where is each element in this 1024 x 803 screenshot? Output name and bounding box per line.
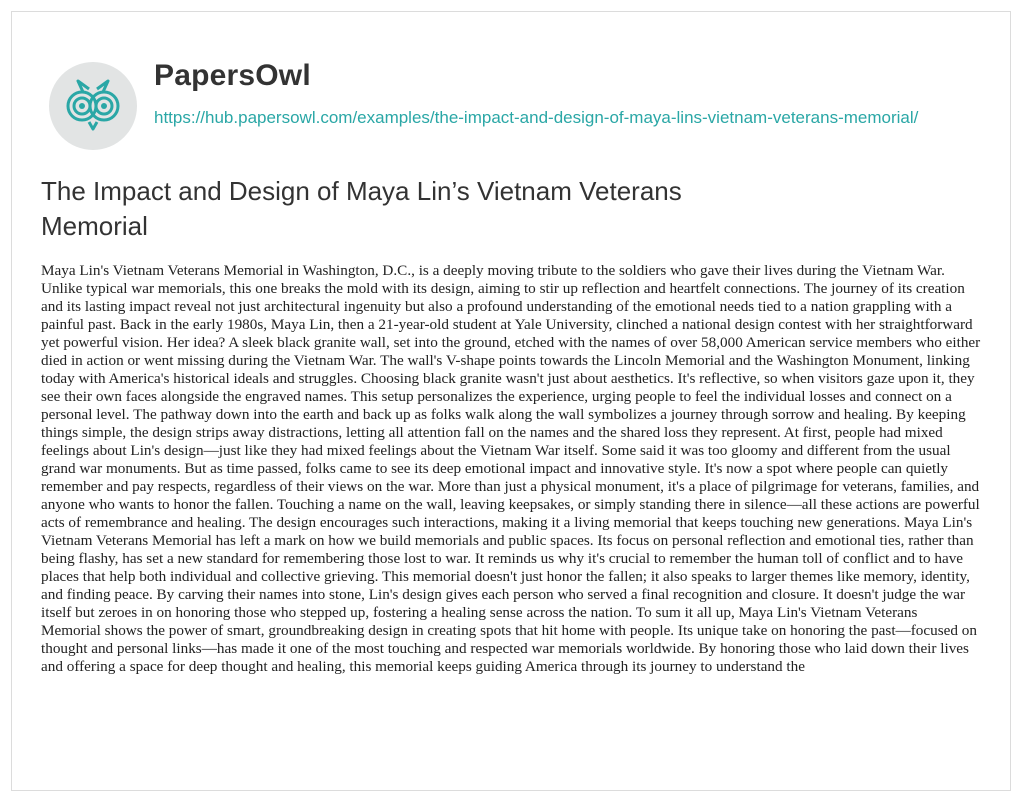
source-url-link[interactable]: https://hub.papersowl.com/examples/the-impact-and-design-of-maya-lins-vietnam-veterans-memorial/ (154, 108, 919, 127)
owl-logo-icon (49, 62, 137, 150)
brand-name: PapersOwl (154, 59, 311, 92)
document-body: Maya Lin's Vietnam Veterans Memorial in Washington, D.C., is a deeply moving tribute to the soldiers who gave their lives during the Vietnam War. Unlike typical war memorials, this one breaks the mold with its design, aiming to stir up reflection and heartfelt connections. The journey of its creation and its lasting impact reveal not just architectural ingenuity but also a profound understanding of the emotional needs tied to a nation grappling with a painful past. Back in the early 1980s, Maya Lin, then a 21-year-old student at Yale University, clinched a national design contest with her straightforward yet powerful vision. Her idea? A sleek black granite wall, set into the ground, etched with the names of over 58,000 American service members who either died in action or went missing during the Vietnam War. The wall's V-shape points towards the Lincoln Memorial and the Washington Monument, linking today with America's historical ideals and struggles. Choosing black granite wasn't just about aesthetics. It's reflective, so when visitors gaze upon it, they see their own faces alongside the engraved names. This setup personalizes the experience, urging people to feel the individual losses and connect on a personal level. The pathway down into the earth and back up as folks walk along the wall symbolizes a journey through sorrow and healing. By keeping things simple, the design strips away distractions, letting all attention fall on the names and the shared loss they represent. At first, people had mixed feelings about Lin's design—just like they had mixed feelings about the Vietnam War itself. Some said it was too gloomy and different from the usual grand war monuments. But as time passed, folks came to see its deep emotional impact and innovative style. It's now a spot where people can quietly remember and pay respects, regardless of their views on the war. More than just a physical monument, it's a place of pilgrimage for veterans, families, and anyone who wants to honor the fallen. Touching a name on the wall, leaving keepsakes, or simply standing there in silence—all these actions are powerful acts of remembrance and healing. The design encourages such interactions, making it a living memorial that keeps touching new generations. Maya Lin's Vietnam Veterans Memorial has left a mark on how we build memorials and public spaces. Its focus on personal reflection and emotional ties, rather than being flashy, has set a new standard for remembering those lost to war. It reminds us why it's crucial to remember the human toll of conflict and to have places that help both individual and collective grieving. This memorial doesn't just honor the fallen; it also speaks to larger themes like memory, identity, and finding peace. By carving their names into stone, Lin's design gives each person who served a final recognition and closure. It doesn't judge the war itself but zeroes in on honoring those who stepped up, fostering a healing sense across the nation. To sum it all up, Maya Lin's Vietnam Veterans Memorial shows the power of smart, groundbreaking design in creating spots that hit home with people. Its unique take on honoring the past—focused on thought and personal links—has made it one of the most touching and respected war memorials worldwide. By honoring those who laid down their lives and offering a space for deep thought and healing, this memorial keeps guiding America through its journey to understand the (41, 262, 981, 675)
document-title: The Impact and Design of Maya Lin’s Vietnam Veterans Memorial (41, 176, 682, 241)
